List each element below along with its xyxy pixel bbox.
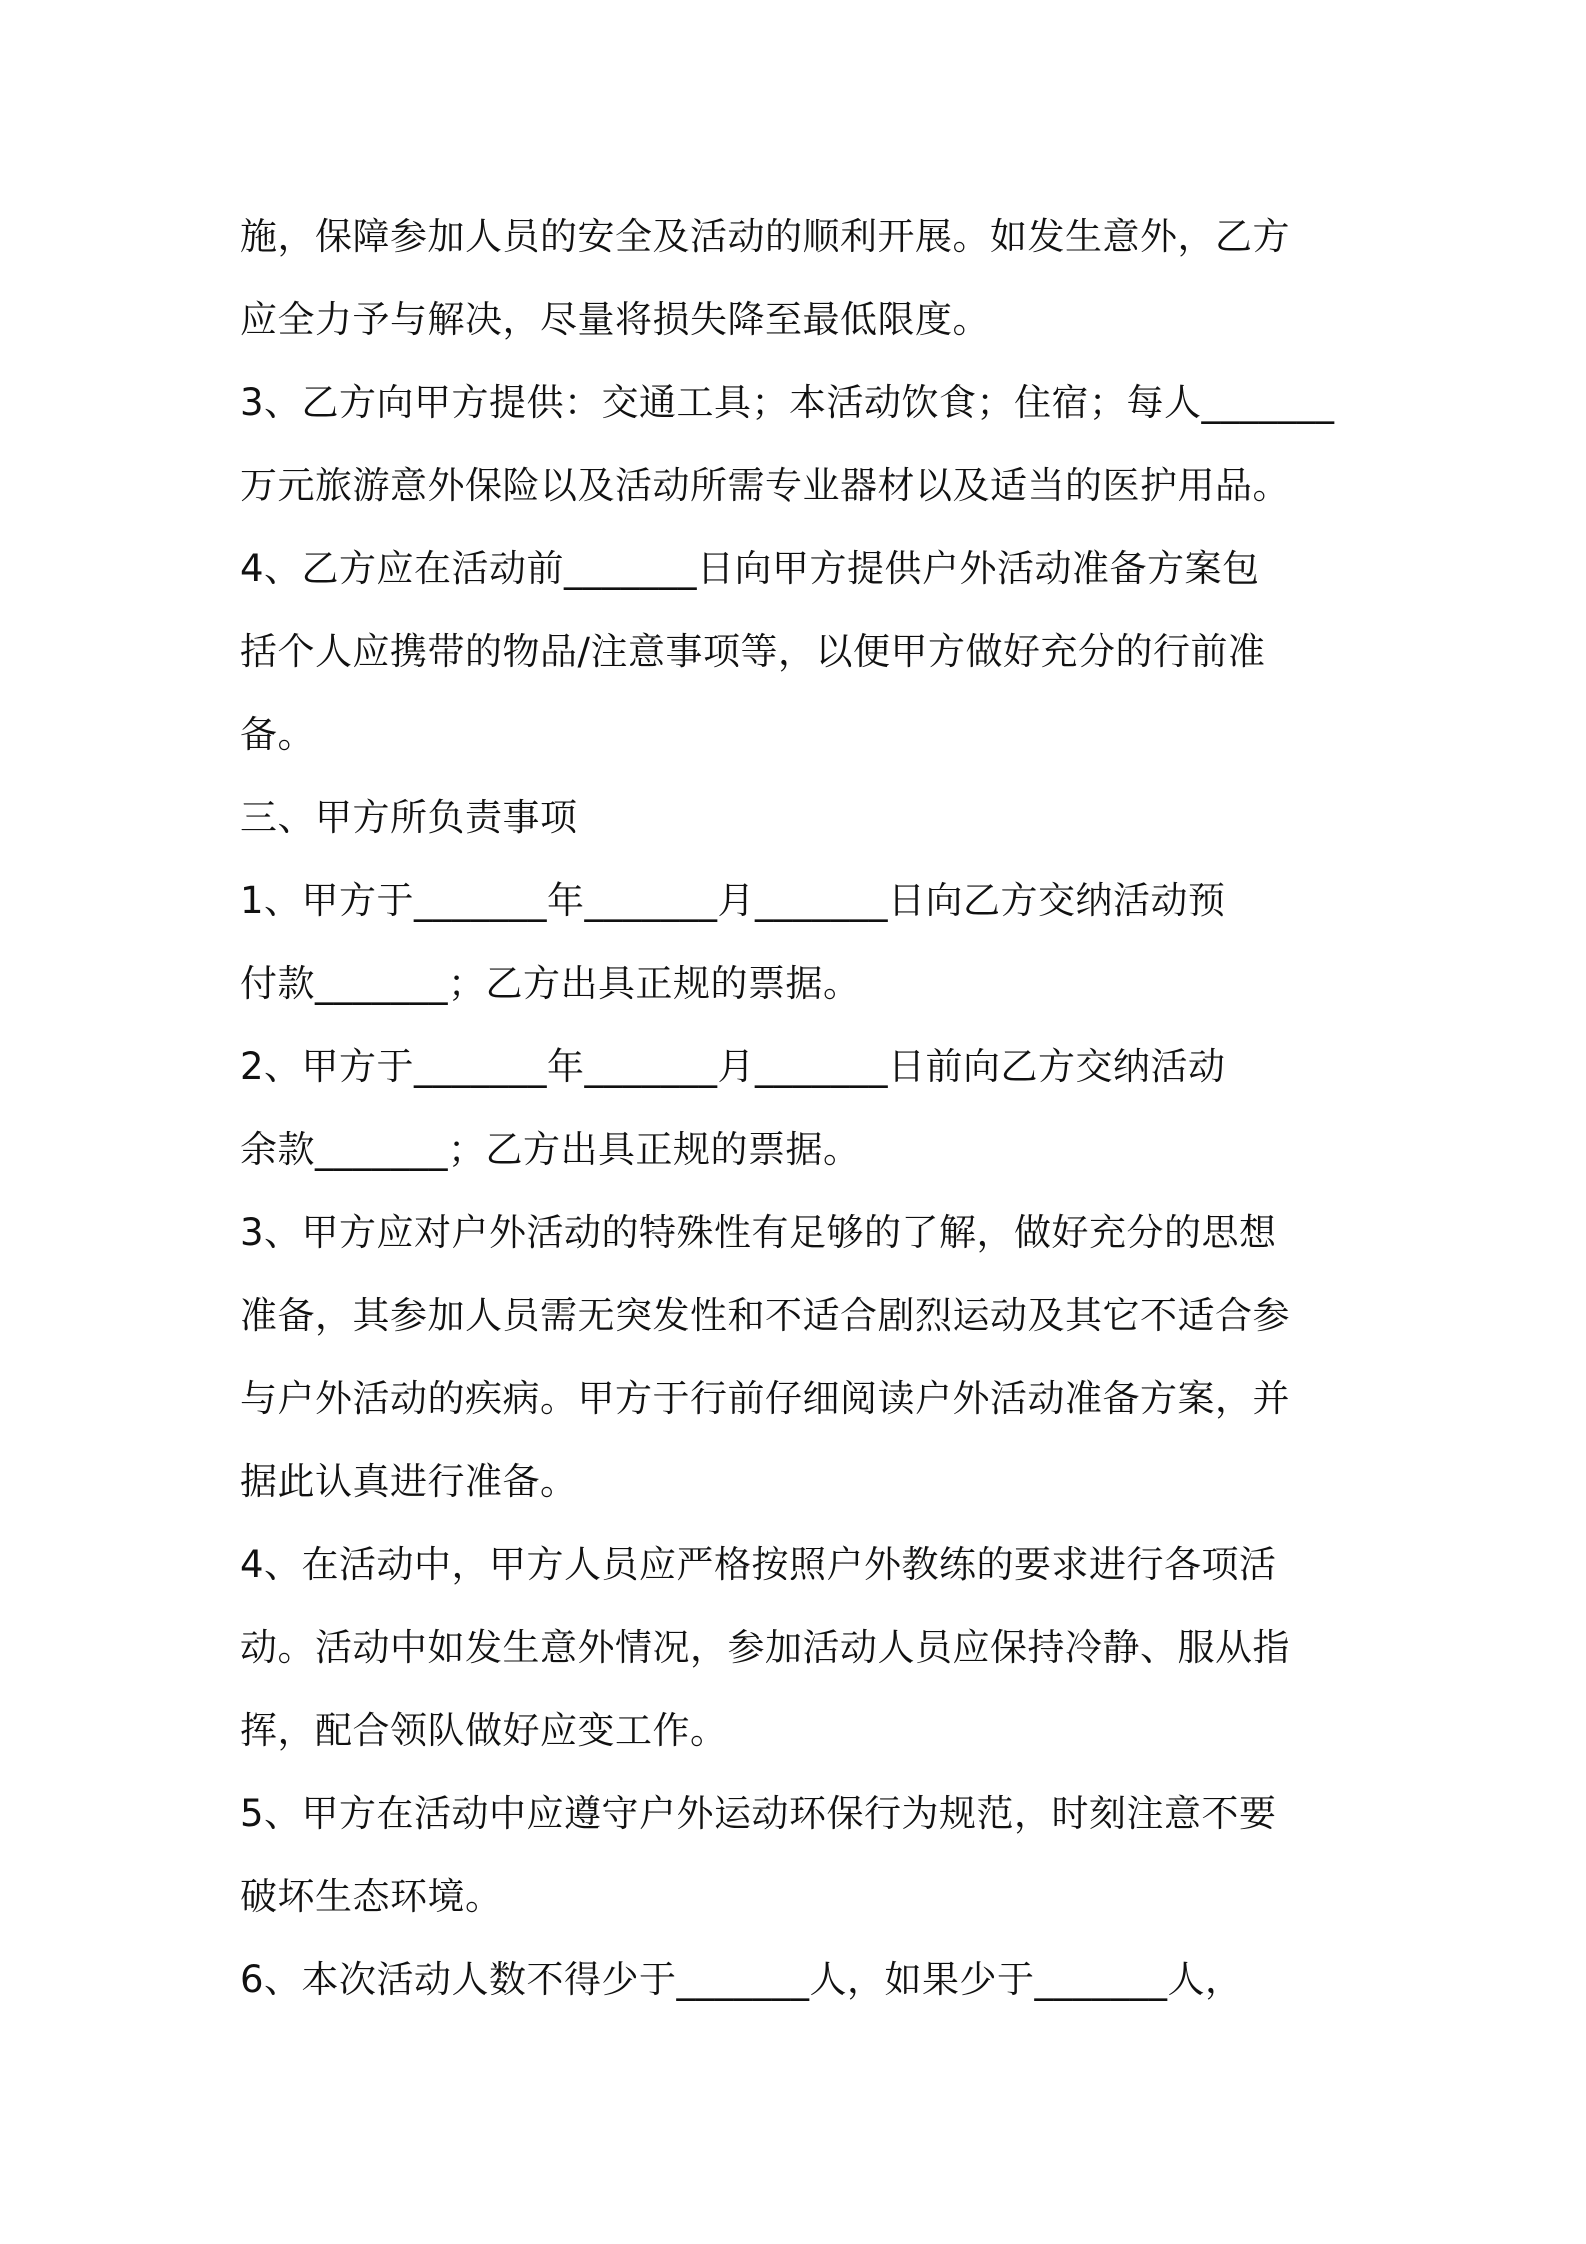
section-heading: 三、甲方所负责事项 [240,796,578,839]
document-body [240,195,1350,2021]
text-line: 3、甲方应对户外活动的特殊性有足够的了解，做好充分的思想 [240,1211,1277,1254]
text-line: 余款_______；乙方出具正规的票据。 [240,1128,861,1171]
text-line: 破坏生态环境。 [240,1875,503,1918]
text-line: 施，保障参加人员的安全及活动的顺利开展。如发生意外，乙方 [240,215,1290,258]
text-line: 1、甲方于_______年_______月_______日向乙方交纳活动预 [240,879,1226,922]
text-line: 4、乙方应在活动前_______日向甲方提供户外活动准备方案包 [240,547,1260,590]
text-line: 挥，配合领队做好应变工作。 [240,1709,728,1752]
text-line: 3、乙方向甲方提供：交通工具；本活动饮食；住宿；每人_______ [240,381,1335,424]
text-line: 6、本次活动人数不得少于_______人，如果少于_______人， [240,1958,1243,2001]
text-line: 5、甲方在活动中应遵守户外运动环保行为规范，时刻注意不要 [240,1792,1277,1835]
text-line: 与户外活动的疾病。甲方于行前仔细阅读户外活动准备方案，并 [240,1377,1290,1420]
text-line: 备。 [240,713,315,756]
text-line: 括个人应携带的物品/注意事项等，以便甲方做好充分的行前准 [240,630,1266,673]
text-line: 据此认真进行准备。 [240,1460,578,1503]
text-line: 准备，其参加人员需无突发性和不适合剧烈运动及其它不适合参 [240,1294,1290,1337]
text-line: 4、在活动中，甲方人员应严格按照户外教练的要求进行各项活 [240,1543,1277,1586]
text-line: 应全力予与解决，尽量将损失降至最低限度。 [240,298,990,341]
text-line: 付款_______；乙方出具正规的票据。 [240,962,861,1005]
text-line: 2、甲方于_______年_______月_______日前向乙方交纳活动 [240,1045,1226,1088]
text-line: 动。活动中如发生意外情况，参加活动人员应保持冷静、服从指 [240,1626,1290,1669]
text-line: 万元旅游意外保险以及活动所需专业器材以及适当的医护用品。 [240,464,1290,507]
